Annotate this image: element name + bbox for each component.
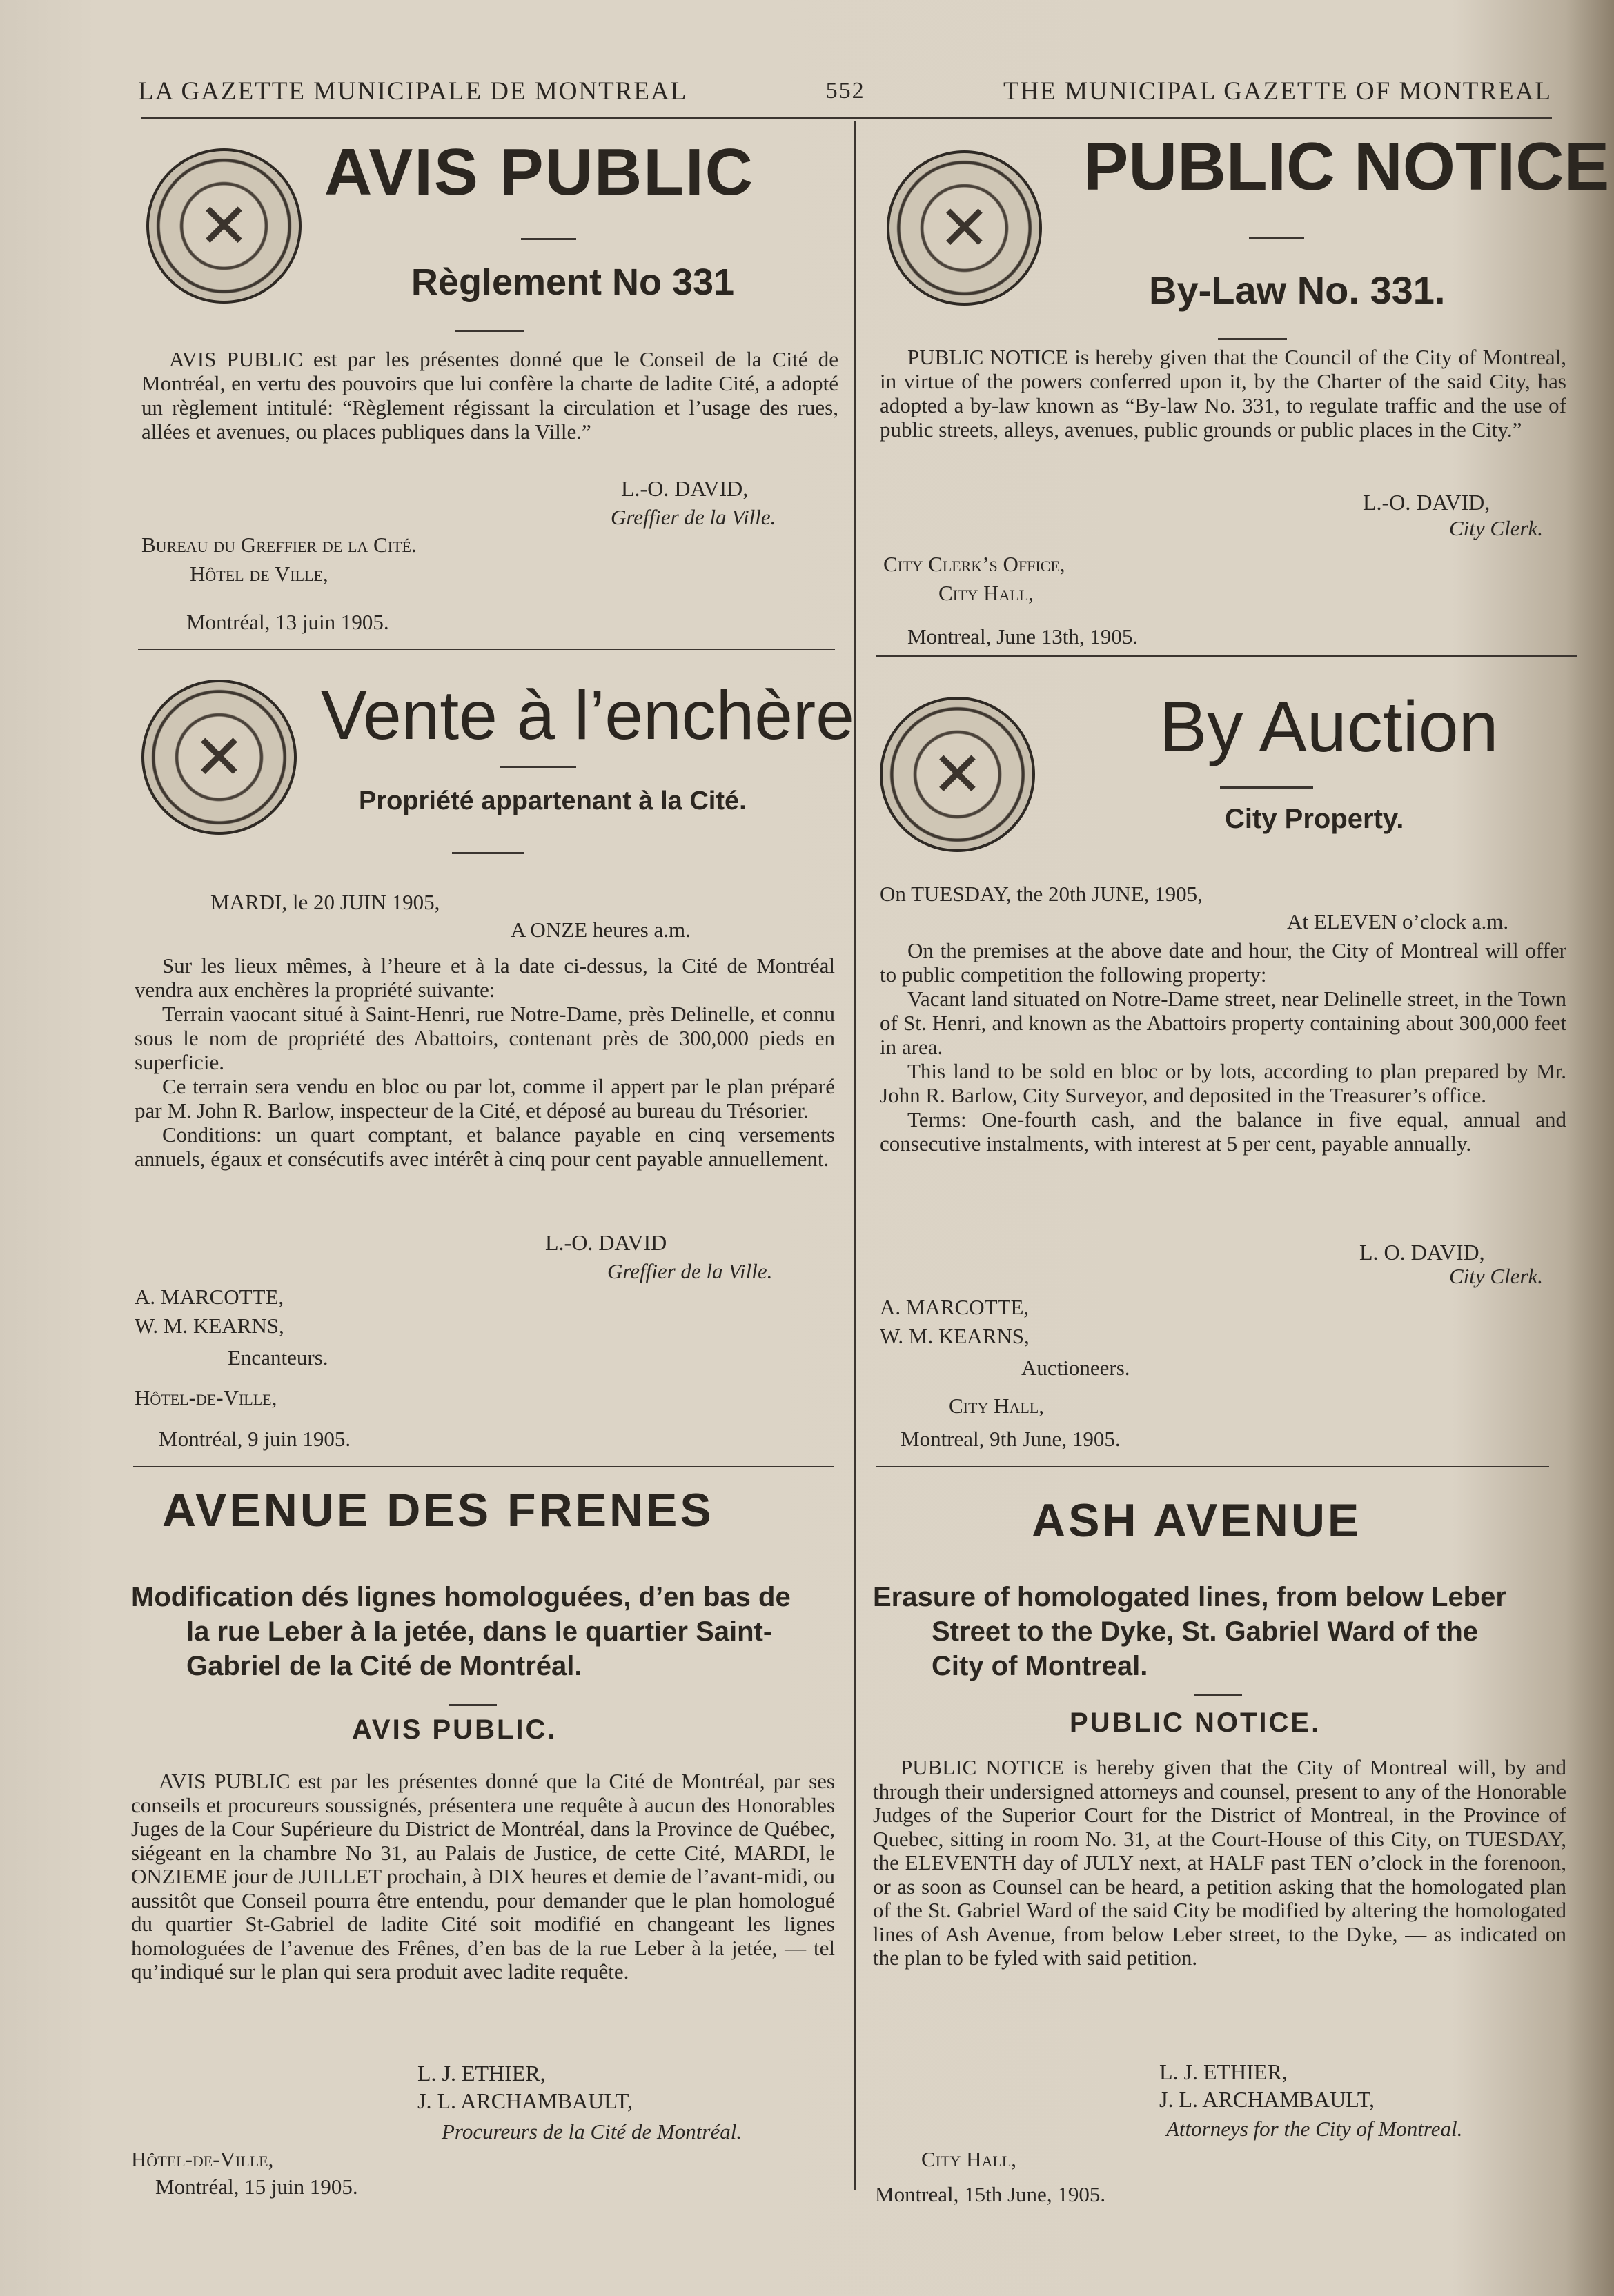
sale-day: On TUESDAY, the 20th JUNE, 1905, [880,882,1203,906]
reglement-subtitle: Règlement No 331 [411,261,735,303]
subtitle-rule [1218,338,1287,340]
ash-avenue-title: ASH AVENUE [1032,1494,1362,1547]
notice-date: Montréal, 9 juin 1905. [159,1427,351,1451]
signer-role: City Clerk. [1449,1264,1544,1288]
signer-name: L.-O. DAVID, [1363,490,1490,515]
sale-hour: At ELEVEN o’clock a.m. [1287,909,1509,933]
title-rule [521,238,576,240]
vente-title: Vente à l’enchère [321,677,854,754]
city-seal-icon [887,150,1042,306]
signer-name-1: L. J. ETHIER, [417,2061,546,2086]
vente-subtitle: Propriété appartenant à la Cité. [359,786,747,815]
signer-role: Greffier de la Ville. [607,1259,773,1283]
signer-role: Procureurs de la Cité de Montréal. [442,2119,742,2144]
avis-public-heading: AVIS PUBLIC. [352,1714,558,1745]
avenue-des-frenes-title: AVENUE DES FRENES [162,1484,714,1536]
signer-name: L. O. DAVID, [1359,1240,1485,1265]
sale-day: MARDI, le 20 JUIN 1905, [210,890,440,914]
auctioneer-1: A. MARCOTTE, [135,1285,284,1309]
by-auction-title: By Auction [1159,687,1499,767]
signer-name: L.-O. DAVID, [621,476,749,501]
auctioneer-1: A. MARCOTTE, [880,1295,1030,1319]
subtitle-rule [452,852,524,854]
office-line: City Hall, [949,1394,1044,1418]
auctioneer-2: W. M. KEARNS, [135,1314,284,1338]
header-french-title: LA GAZETTE MUNICIPALE DE MONTREAL [138,77,688,106]
column-divider [854,121,856,2190]
city-seal-icon [880,697,1035,852]
section-rule [133,1466,834,1467]
section-rule [876,1466,1549,1467]
sale-hour: A ONZE heures a.m. [511,918,691,942]
notice-date: Montréal, 15 juin 1905. [155,2175,358,2199]
subtitle-rule [455,330,524,332]
signer-name-1: L. J. ETHIER, [1159,2059,1288,2084]
notice-date: Montreal, June 13th, 1905. [907,624,1139,649]
city-property-subtitle: City Property. [1225,804,1404,834]
title-rule [1220,786,1313,789]
public-notice-title: PUBLIC NOTICE [1083,128,1610,204]
signer-name-2: J. L. ARCHAMBAULT, [1159,2087,1375,2112]
signer-role: Attorneys for the City of Montreal. [1166,2117,1463,2141]
notice-date: Montréal, 13 juin 1905. [186,610,389,634]
subtitle-rule [449,1704,497,1706]
office-line-1: City Clerk’s Office, [883,552,1065,576]
frenes-subtitle: Modification dés lignes homologuées, d’en bas de la rue Leber à la jetée, dans le quartier Saint- Gabriel de la Cité de Montréal. [131,1582,791,1681]
office-line-2: Hôtel de Ville, [190,562,328,586]
avis-public-body: AVIS PUBLIC est par les présentes donné que le Conseil de la Cité de Montréal, en vertu des pouvoirs que lui confère la charte de ladite Cité, a adopté un règlement intitulé: “Règlement régissant la circulation et l’usage des rues, allées et avenues, ou places publiques dans la Ville.” [141,347,838,444]
section-rule [138,649,835,650]
office-line: City Hall, [921,2147,1016,2171]
title-rule [1249,237,1304,239]
header-english-title: THE MUNICIPAL GAZETTE OF MONTREAL [1003,77,1552,106]
notice-date: Montreal, 15th June, 1905. [875,2182,1106,2206]
frenes-body: AVIS PUBLIC est par les présentes donné que la Cité de Montréal, par ses conseils et procureurs soussignés, présentera une requête à aucun des Honorables Juges de la Cour Supérieure du District de Montréal, dans la Province de Québec, siégeant en la chambre No 31, au Palais de Justice, de cette Cité, MARDI, le ONZIEME jour de JUILLET prochain, à DIX heures et demie de l’avant-midi, ou aussitôt que Conseil pourra être entendu, pour demander que le plan homologué du quartier St-Gabriel de ladite Cité soit modifié en changeant les lignes homologuées de l’avenue des Frênes, d’en bas de la rue Leber à la jetée, — tel qu’indiqué sur le plan qui sera produit avec ladite requête. [131,1769,835,1983]
auctioneer-role: Encanteurs. [228,1345,328,1369]
auctioneer-2: W. M. KEARNS, [880,1324,1030,1348]
office-line-2: City Hall, [938,581,1034,605]
ash-avenue-subtitle: Erasure of homologated lines, from below Leber Street to the Dyke, St. Gabriel Ward of the City of Montreal. [873,1582,1506,1681]
page-number: 552 [825,78,865,103]
signer-role: City Clerk. [1449,516,1544,540]
bylaw-subtitle: By-Law No. 331. [1149,268,1446,312]
signer-role: Greffier de la Ville. [611,505,776,529]
vente-body: Sur les lieux mêmes, à l’heure et à la date ci-dessus, la Cité de Montréal vendra aux enchères la propriété suivante: Terrain vaocant situé à Saint-Henri, rue Notre-Dame, près Delinelle, et connu sous le nom de propriété des Abattoirs, contenant près de 300,000 pieds en superficie. Ce terrain sera vendu en bloc ou par lot, comme il appert par le plan préparé par M. John R. Barlow, inspecteur de la Cité, et déposé au bureau du Trésorier. Conditions: un quart comptant, et balance payable en cinq versements annuels, égaux et consécutifs avec intérêt à cinq pour cent payable annuellement. [135,953,835,1171]
title-rule [500,766,576,768]
signer-name-2: J. L. ARCHAMBAULT, [417,2088,633,2113]
notice-date: Montreal, 9th June, 1905. [901,1427,1121,1451]
city-seal-icon [141,680,297,835]
office-line: Hôtel-de-Ville, [135,1385,277,1409]
public-notice-heading: PUBLIC NOTICE. [1070,1708,1321,1738]
office-line-1: Bureau du Greffier de la Cité. [141,533,417,557]
ash-avenue-body: PUBLIC NOTICE is hereby given that the City of Montreal will, by and through their undersigned attorneys and counsel, present to any of the Honorable Judges of the Superior Court for the District of Montreal, in the Province of Quebec, sitting in room No. 31, at the Court-House of this City, on TUESDAY, the ELEVENTH day of JULY next, at HALF past TEN o’clock in the forenoon, or as soon as Counsel can be heard, a petition asking that the homologated plan of the St. Gabriel Ward of the said City be modified by altering the homologated lines of Ash Avenue, from below Leber street, to the Dyke, — as indicated on the plan to be fyled with said petition. [873,1755,1566,1970]
public-notice-body: PUBLIC NOTICE is hereby given that the Council of the City of Montreal, in virtue of the powers conferred upon it, by the Charter of the said City, has adopted a by-law known as “By-law No. 331, to regulate traffic and the use of public streets, alleys, avenues, public grounds or public places in the City.” [880,345,1566,442]
by-auction-body: On the premises at the above date and hour, the City of Montreal will offer to public competition the following property: Vacant land situated on Notre-Dame street, near Delinelle street, in the Town of St. Henri, and known as the Abattoirs property containing about 300,000 feet in area. This land to be sold en bloc or by lots, according to plan prepared by Mr. John R. Barlow, City Surveyor, and deposited in the Treasurer’s office. Terms: One-fourth cash, and the balance in five equal, annual and consecutive instalments, with interest at 5 per cent, payable annually. [880,938,1566,1156]
office-line: Hôtel-de-Ville, [131,2147,274,2171]
header-rule [141,117,1552,119]
subtitle-rule [1194,1694,1242,1696]
section-rule [876,655,1577,657]
signer-name: L.-O. DAVID [545,1230,667,1255]
auctioneer-role: Auctioneers. [1021,1356,1130,1380]
page-header [138,63,1552,119]
avis-public-title: AVIS PUBLIC [324,135,754,209]
